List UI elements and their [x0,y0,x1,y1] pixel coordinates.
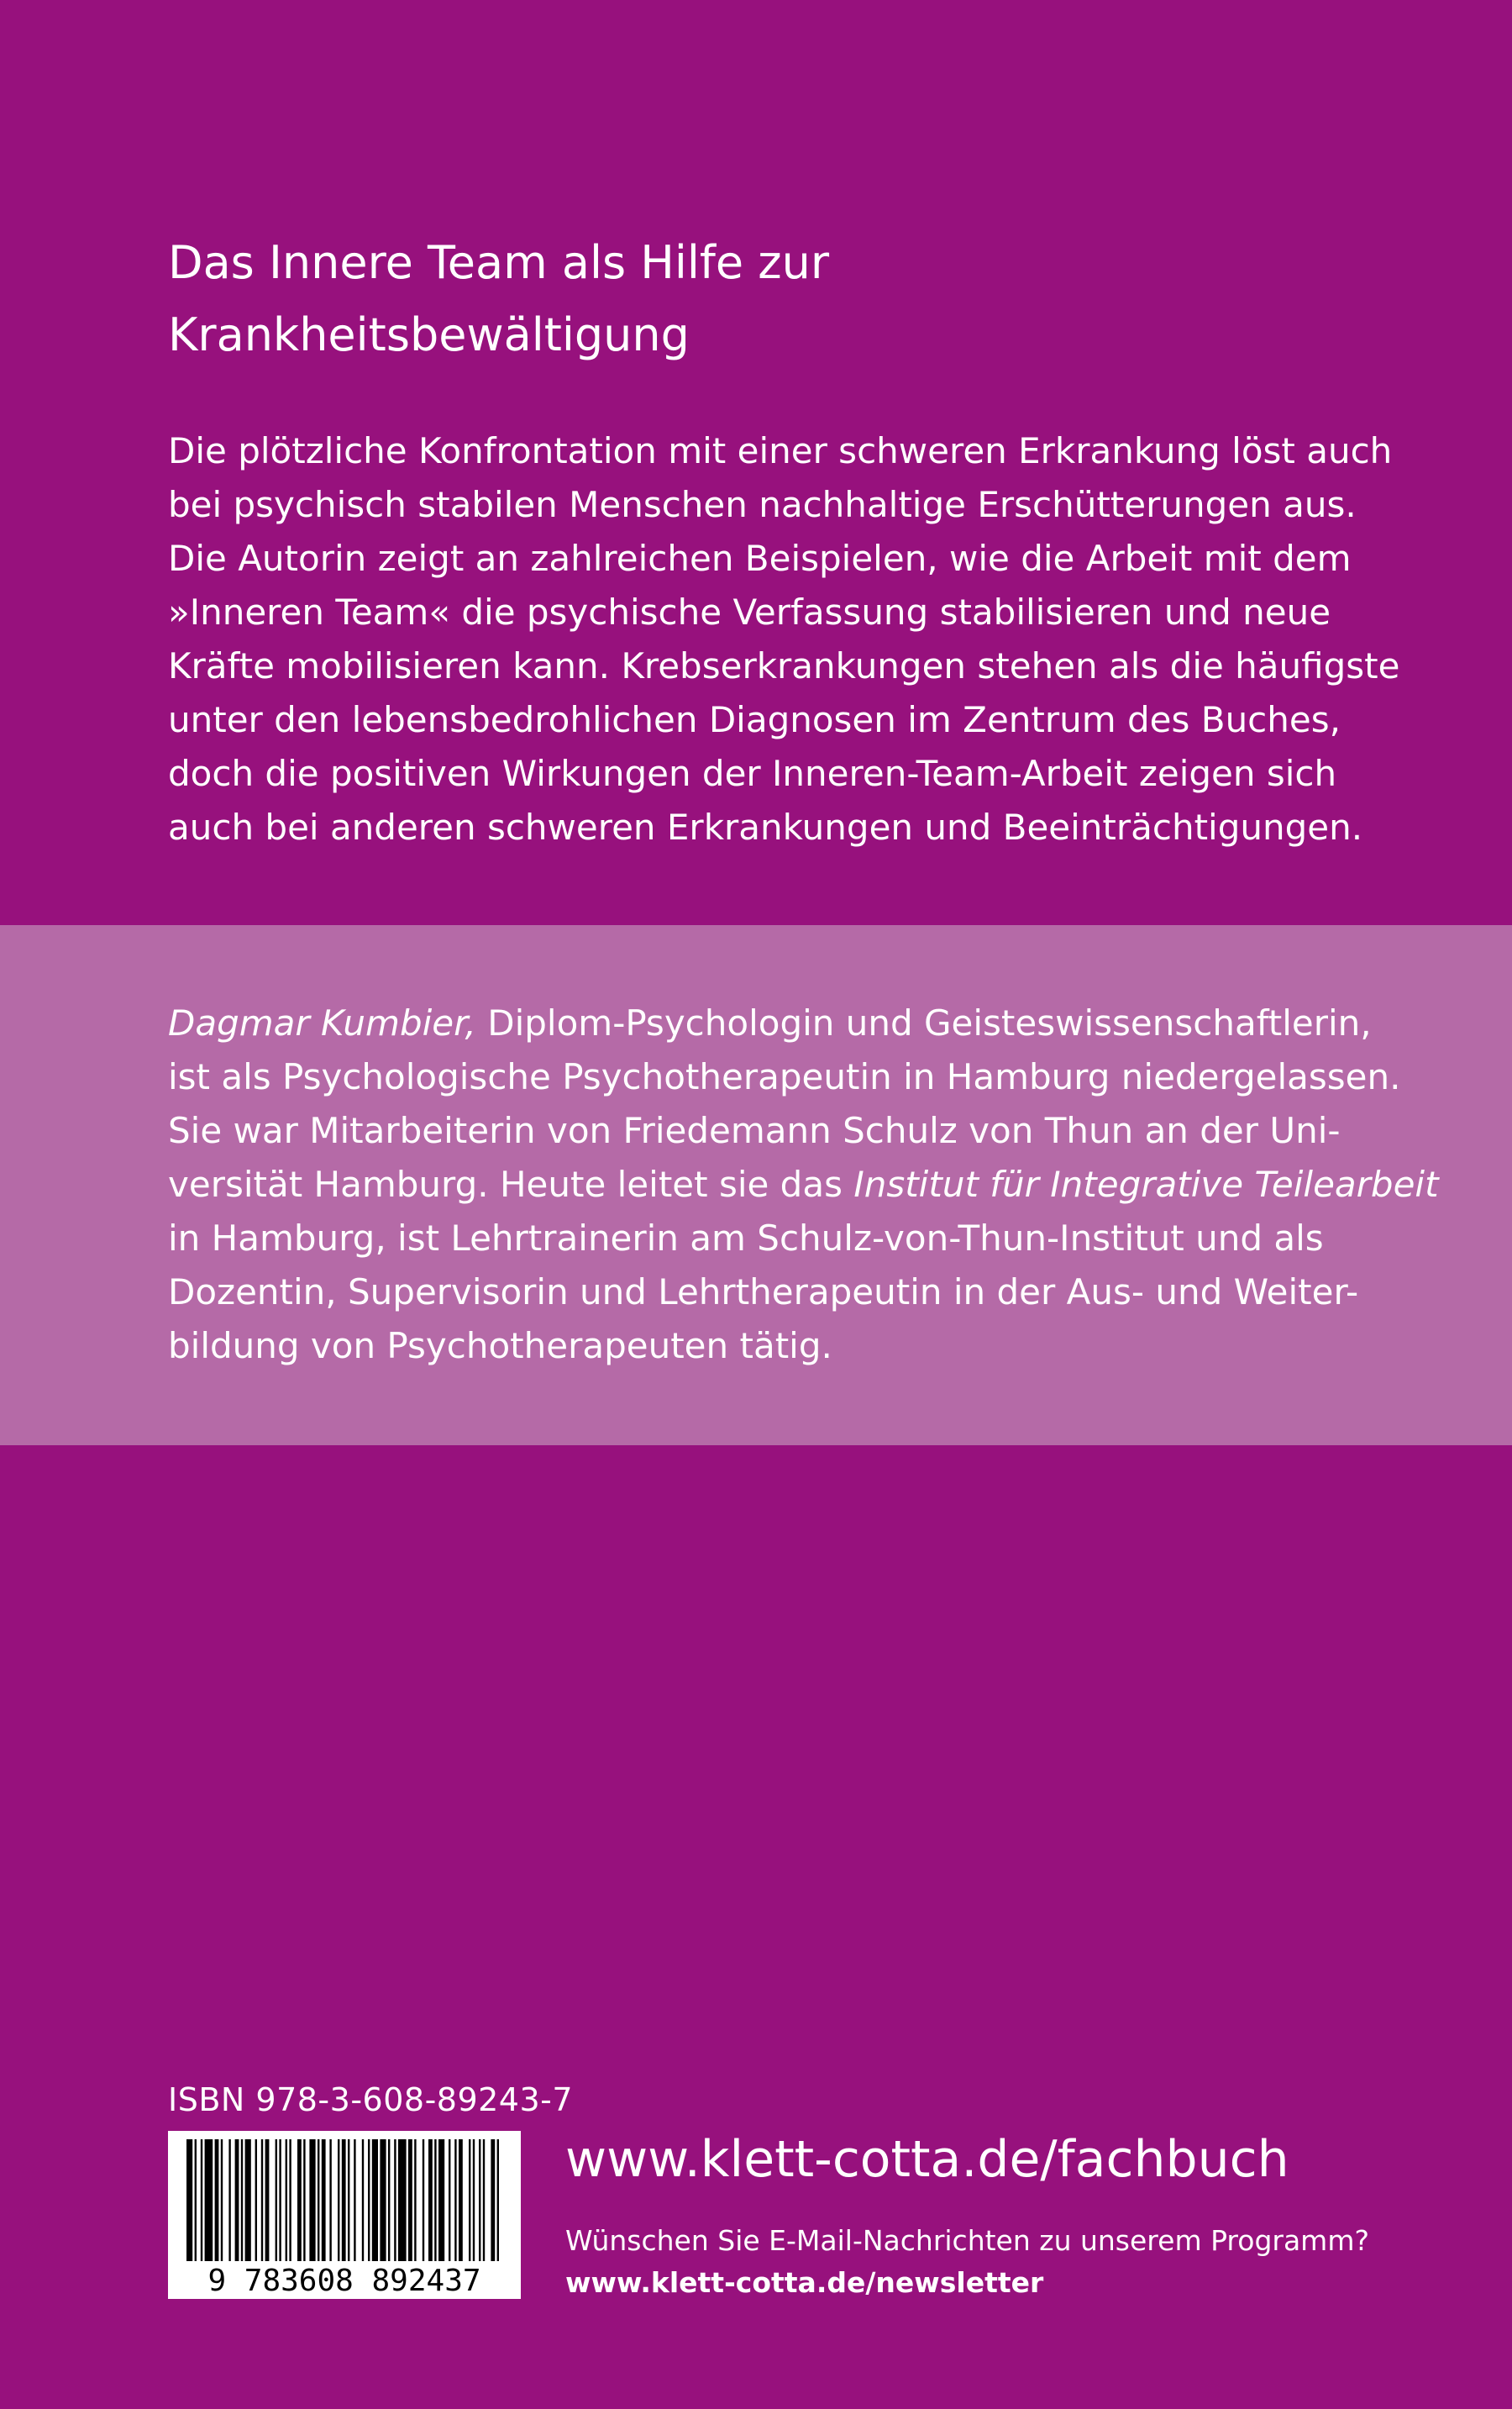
barcode-bar [241,2139,243,2261]
barcode-bar [329,2139,331,2261]
barcode-bar [255,2139,257,2261]
barcode-bar [318,2139,319,2261]
blurb-line: unter den lebensbedrohlichen Diagnosen im Zentrum des Buches, [168,699,1341,740]
barcode-bar [186,2139,192,2261]
bio-line: in Hamburg, ist Lehrtrainerin am Schulz-von-Thun-Institut und als [168,1218,1324,1259]
barcode-bar [289,2139,291,2261]
barcode-bar [228,2139,230,2261]
barcode-bar [221,2139,223,2261]
barcode-graphic [168,2131,521,2299]
bio-text: Diplom-Psychologin und Geisteswissenschaftlerin, [475,1002,1372,1044]
barcode-bar [380,2139,386,2261]
barcode-bar [286,2139,287,2261]
barcode-bar [297,2139,302,2261]
bio-line: bildung von Psychotherapeuten tätig. [168,1325,832,1366]
bio-line: ist als Psychologische Psychotherapeutin in Hamburg niedergelassen. [168,1056,1401,1097]
barcode [168,2131,521,2299]
isbn-label: ISBN 978-3-608-89243-7 [168,2081,574,2118]
blurb-line: »Inneren Team« die psychische Verfassung stabilisieren und neue [168,592,1331,633]
barcode-bars [186,2139,499,2261]
barcode-bar [195,2139,197,2261]
barcode-bar [414,2139,416,2261]
barcode-bar [322,2139,326,2261]
institute-name: Institut für Integrative Teilearbeit [853,1164,1439,1205]
publisher-website-link[interactable]: www.klett-cotta.de/fachbuch [565,2130,1289,2189]
barcode-bar [354,2139,355,2261]
barcode-bar [479,2139,480,2261]
back-cover-heading [168,227,1344,371]
bio-line [168,1158,1439,1212]
bio-line: Dozentin, Supervisorin und Lehrtherapeutin in der Aus- und Weiter- [168,1271,1359,1312]
barcode-bar [398,2139,407,2261]
barcode-bar [459,2139,463,2261]
barcode-bar [279,2139,281,2261]
barcode-bar [408,2139,412,2261]
barcode-bar [434,2139,436,2261]
barcode-bar [338,2139,339,2261]
barcode-bar [235,2139,239,2261]
blurb-line: bei psychisch stabilen Menschen nachhaltige Erschütterungen aus. [168,484,1357,525]
newsletter-link[interactable]: www.klett-cotta.de/newsletter [565,2266,1044,2299]
heading-line-1: Das Innere Team als Hilfe zur [168,236,830,289]
barcode-bar [309,2139,315,2261]
barcode-bar [245,2139,251,2261]
barcode-digits: 9 783608 892437 [207,2264,481,2298]
barcode-bar [491,2139,495,2261]
barcode-bar [261,2139,263,2261]
barcode-bar [388,2139,390,2261]
barcode-bar [276,2139,277,2261]
blurb-line: Kräfte mobilisieren kann. Krebserkrankungen stehen als die häufigste [168,645,1400,686]
barcode-bar [438,2139,444,2261]
barcode-bar [215,2139,219,2261]
blurb-line: auch bei anderen schweren Erkrankungen und Beeinträchtigungen. [168,807,1363,848]
newsletter-question: Wünschen Sie E-Mail-Nachrichten zu unserem Programm? [565,2224,1369,2257]
barcode-bar [473,2139,475,2261]
barcode-bar [394,2139,396,2261]
author-name: Dagmar Kumbier, [168,1002,476,1044]
barcode-bar [372,2139,378,2261]
barcode-bar [368,2139,370,2261]
barcode-bar [265,2139,270,2261]
bio-line [168,997,1378,1050]
bio-line: Sie war Mitarbeiterin von Friedemann Schulz von Thun an der Uni- [168,1110,1341,1151]
blurb-line: Die Autorin zeigt an zahlreichen Beispielen, wie die Arbeit mit dem [168,538,1352,579]
barcode-bar [454,2139,456,2261]
barcode-bar [423,2139,424,2261]
heading-line-2: Krankheitsbewältigung [168,308,690,361]
blurb-line: doch die positiven Wirkungen der Inneren-Team-Arbeit zeigen sich [168,753,1337,794]
barcode-bar [449,2139,450,2261]
barcode-bar [303,2139,305,2261]
barcode-bar [348,2139,349,2261]
barcode-bar [205,2139,213,2261]
blurb-line: Die plötzliche Konfrontation mit einer schweren Erkrankung löst auch [168,430,1393,471]
author-bio [168,997,1439,1373]
barcode-bar [362,2139,364,2261]
barcode-bar [497,2139,499,2261]
barcode-bar [201,2139,202,2261]
barcode-bar [342,2139,346,2261]
barcode-bar [483,2139,485,2261]
barcode-bar [469,2139,470,2261]
barcode-bar [428,2139,433,2261]
bio-text: versität Hamburg. Heute leitet sie das [168,1164,854,1205]
book-blurb [168,424,1400,855]
